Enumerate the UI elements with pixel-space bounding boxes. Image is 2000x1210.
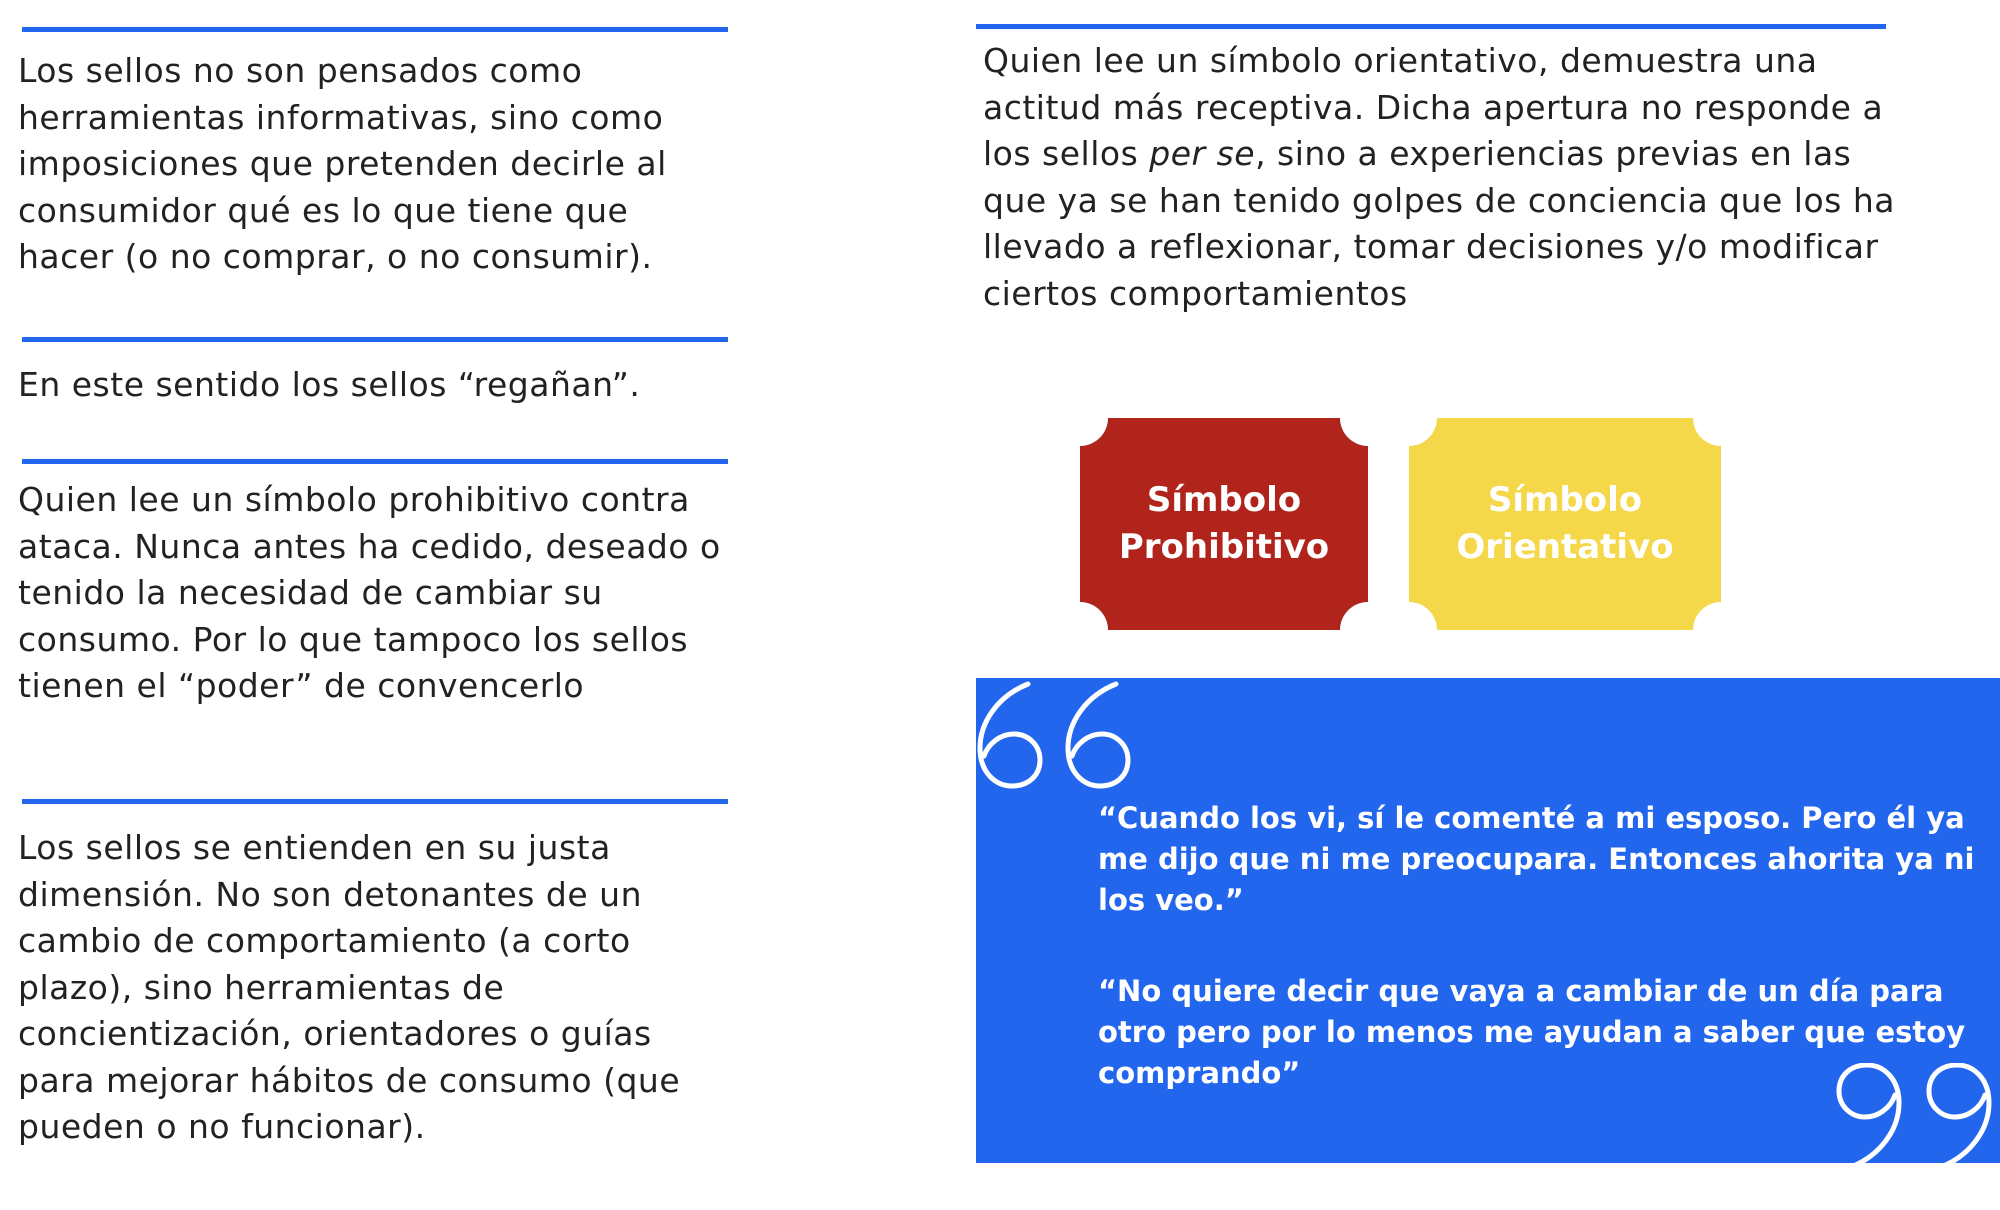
divider-rule <box>976 24 1886 29</box>
divider-rule <box>22 27 728 32</box>
close-quote-icon <box>1823 1063 1993 1163</box>
divider-rule <box>22 337 728 342</box>
paragraph-simbolo-prohibitivo: Quien lee un símbolo prohibitivo contra ataca. Nunca antes ha cedido, deseado o tenido la necesidad de cambiar su consumo. Por lo que tampoco los sellos tienen el “poder” de convencerlo <box>18 480 721 705</box>
seal-label-line: Prohibitivo <box>1118 527 1330 567</box>
divider-rule <box>22 799 728 804</box>
paragraph-simbolo-orientativo <box>983 38 1913 317</box>
seal-orientativo <box>1409 418 1721 630</box>
seal-label-line: Orientativo <box>1456 527 1674 567</box>
seal-label <box>1119 477 1329 571</box>
paragraph-text: , sino a experiencias previas en las que ya se han tenido golpes de conciencia que los ha llevado a reflexionar, tomar decisiones y/o modificar ciertos comportamientos <box>983 134 1895 313</box>
divider-rule <box>22 459 728 464</box>
paragraph-sellos-imposiciones: Los sellos no son pensados como herramientas informativas, sino como imposiciones que pretenden decirle al consumidor qué es lo que tiene que hacer (o no comprar, o no consumir). <box>18 51 667 276</box>
testimonial-quote-1: “Cuando los vi, sí le comenté a mi esposo. Pero él ya me dijo que ni me preocupara. Entonces ahorita ya ni los veo.” <box>1098 801 1975 917</box>
seal-label <box>1456 477 1673 571</box>
paragraph-text: Quien lee un símbolo orientativo, demuestra una actitud más receptiva. Dicha apertura no responde a los sellos <box>983 41 1884 173</box>
emphasis-per-se: per se <box>1149 134 1256 173</box>
paragraph-sellos-reganan: En este sentido los sellos “regañan”. <box>18 365 641 404</box>
paragraph-sellos-dimension: Los sellos se entienden en su justa dimensión. No son detonantes de un cambio de comportamiento (a corto plazo), sino herramientas de concientización, orientadores o guías para mejorar hábitos de consumo (que pueden o no funcionar). <box>18 828 681 1146</box>
testimonial-quote-box <box>976 678 2000 1163</box>
seal-label-line: Símbolo <box>1146 480 1302 520</box>
open-quote-icon <box>976 678 1141 796</box>
seal-prohibitivo <box>1080 418 1368 630</box>
seal-label-line: Símbolo <box>1487 480 1643 520</box>
testimonial-quote-2: “No quiere decir que vaya a cambiar de un día para otro pero por lo menos me ayudan a saber que estoy comprando” <box>1098 974 1966 1090</box>
